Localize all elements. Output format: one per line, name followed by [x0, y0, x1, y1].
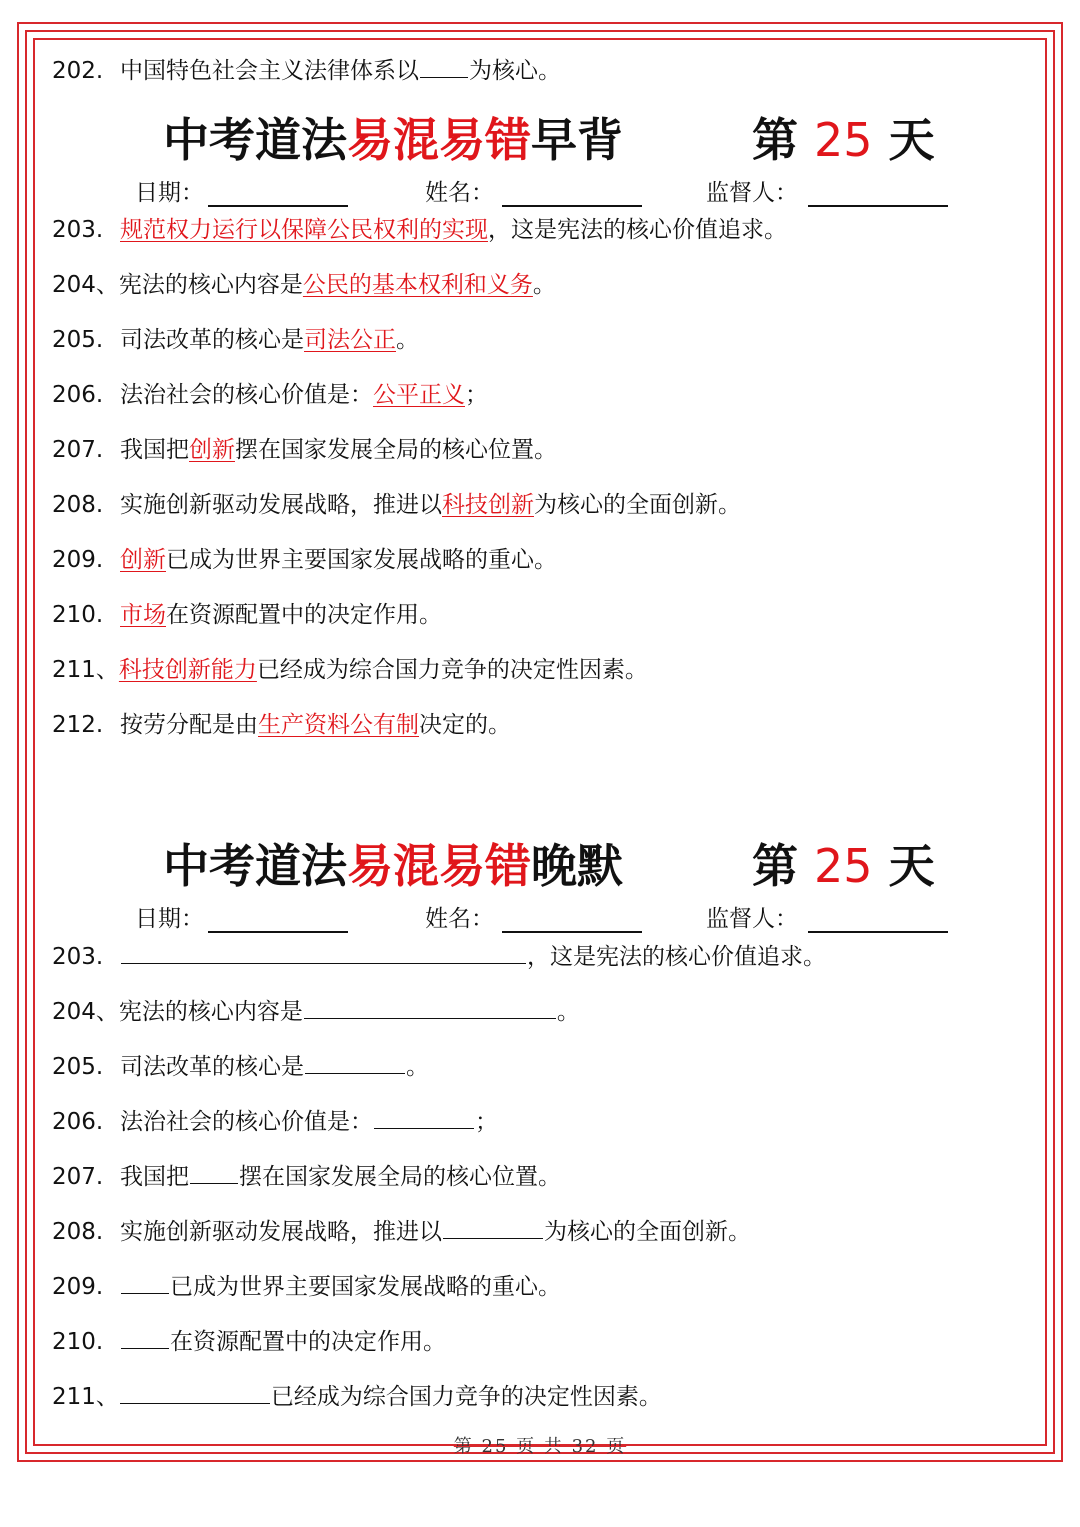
item-number: 206.	[52, 382, 104, 408]
item-text-pre: 实施创新驱动发展战略，推进以	[120, 1219, 442, 1245]
fill-blank[interactable]	[121, 1271, 169, 1294]
item-text-post: ，这是宪法的核心价值追求。	[527, 944, 826, 970]
supervisor-field[interactable]	[808, 205, 948, 207]
evening-item	[52, 1161, 561, 1192]
item-text-pre: 我国把	[120, 1164, 189, 1190]
evening-meta	[0, 904, 1080, 938]
item-text-post: ；	[465, 382, 488, 408]
item-text-pre: 宪法的核心内容是	[118, 999, 303, 1025]
fill-blank[interactable]	[121, 1326, 169, 1349]
name-label: 姓名：	[425, 906, 494, 932]
morning-item	[52, 545, 557, 575]
morning-item	[52, 435, 557, 465]
evening-item	[52, 1051, 429, 1082]
item-text-post: 在资源配置中的决定作用。	[170, 1329, 446, 1355]
item-text-post: 已成为世界主要国家发展战略的重心。	[166, 547, 557, 573]
page-footer: 第 25 页 共 32 页	[453, 1436, 627, 1457]
answer-text: 司法公正	[304, 327, 396, 353]
item-text-post: 为核心。	[469, 58, 561, 84]
evening-title	[0, 836, 1080, 896]
item-text-pre: 司法改革的核心是	[120, 1054, 304, 1080]
evening-item	[52, 941, 826, 972]
item-text-post: 决定的。	[419, 712, 511, 738]
name-field[interactable]	[502, 931, 642, 933]
item-number: 212.	[52, 712, 104, 738]
title-highlight: 易混易错	[347, 839, 531, 893]
evening-item	[52, 1381, 662, 1412]
title-part: 中考道法	[163, 113, 347, 167]
fill-blank[interactable]	[190, 1161, 238, 1184]
item-text-post: 。	[532, 272, 556, 298]
evening-item	[52, 1216, 751, 1247]
answer-text: 规范权力运行以保障公民权利的实现	[120, 217, 488, 243]
answer-text: 创新	[120, 547, 166, 573]
item-number: 205.	[52, 1054, 104, 1080]
supervisor-field[interactable]	[808, 931, 948, 933]
fill-blank[interactable]	[304, 996, 556, 1019]
morning-item	[52, 325, 419, 355]
item-number: 204、	[52, 272, 119, 298]
morning-item	[52, 710, 511, 740]
item-text-post: ，这是宪法的核心价值追求。	[488, 217, 787, 243]
title-part: 晚默	[531, 839, 623, 893]
item-text-post: 已经成为综合国力竞争的决定性因素。	[270, 1384, 662, 1410]
date-field[interactable]	[208, 931, 348, 933]
morning-item	[52, 490, 741, 520]
item-text-post: 摆在国家发展全局的核心位置。	[235, 437, 557, 463]
item-202	[52, 55, 561, 86]
item-text-pre: 中国特色社会主义法律体系以	[120, 58, 419, 84]
answer-text: 创新	[189, 437, 235, 463]
item-text-pre: 宪法的核心内容是	[118, 272, 303, 298]
answer-text: 市场	[120, 602, 166, 628]
item-number: 209.	[52, 547, 104, 573]
item-number: 203.	[52, 944, 104, 970]
answer-text: 生产资料公有制	[258, 712, 419, 738]
item-text-pre: 法治社会的核心价值是：	[120, 1109, 373, 1135]
item-text-post: 。	[396, 327, 419, 353]
item-text-pre: 按劳分配是由	[120, 712, 258, 738]
item-number: 211、	[52, 1384, 119, 1410]
fill-blank[interactable]	[443, 1216, 543, 1239]
item-number: 208.	[52, 492, 104, 518]
morning-item	[52, 380, 488, 410]
item-number: 206.	[52, 1109, 104, 1135]
item-number: 210.	[52, 602, 104, 628]
fill-blank[interactable]	[374, 1106, 474, 1129]
day-number: 25	[814, 113, 873, 167]
morning-title	[0, 110, 1080, 170]
item-text-pre: 我国把	[120, 437, 189, 463]
day-prefix: 第	[752, 113, 798, 167]
item-text-pre: 实施创新驱动发展战略，推进以	[120, 492, 442, 518]
answer-text: 公民的基本权利和义务	[302, 272, 533, 298]
name-label: 姓名：	[425, 180, 494, 206]
item-number: 211、	[52, 657, 119, 683]
item-text-post: 。	[406, 1054, 429, 1080]
item-number: 207.	[52, 1164, 104, 1190]
day-prefix: 第	[752, 839, 798, 893]
item-number: 210.	[52, 1329, 104, 1355]
date-label: 日期：	[135, 906, 204, 932]
fill-blank[interactable]	[121, 941, 526, 964]
title-part: 中考道法	[163, 839, 347, 893]
answer-text: 科技创新	[442, 492, 534, 518]
answer-text: 科技创新能力	[118, 657, 257, 683]
fill-blank[interactable]	[305, 1051, 405, 1074]
evening-item	[52, 1326, 446, 1357]
item-text-post: 为核心的全面创新。	[534, 492, 741, 518]
item-number: 208.	[52, 1219, 104, 1245]
item-number: 207.	[52, 437, 104, 463]
day-number: 25	[814, 839, 873, 893]
supervisor-label: 监督人：	[706, 180, 798, 206]
item-text-pre: 法治社会的核心价值是：	[120, 382, 373, 408]
item-number: 204、	[52, 999, 119, 1025]
item-text-post: 。	[556, 999, 580, 1025]
evening-item	[52, 1106, 498, 1137]
item-text-post: 已成为世界主要国家发展战略的重心。	[170, 1274, 561, 1300]
item-text-post: 摆在国家发展全局的核心位置。	[239, 1164, 561, 1190]
day-suffix: 天	[888, 839, 935, 893]
name-field[interactable]	[502, 205, 642, 207]
title-part: 早背	[531, 113, 623, 167]
day-suffix: 天	[888, 113, 935, 167]
morning-item	[52, 655, 648, 685]
date-label: 日期：	[135, 180, 204, 206]
date-field[interactable]	[208, 205, 348, 207]
item-text-post: 为核心的全面创新。	[544, 1219, 751, 1245]
item-number: 203.	[52, 217, 104, 243]
item-text-pre: 司法改革的核心是	[120, 327, 304, 353]
morning-item	[52, 270, 556, 300]
fill-blank[interactable]	[120, 1381, 270, 1404]
supervisor-label: 监督人：	[706, 906, 798, 932]
item-number: 202.	[52, 58, 104, 84]
morning-meta	[0, 178, 1080, 212]
item-text-post: ；	[475, 1109, 498, 1135]
evening-item	[52, 1271, 561, 1302]
morning-item	[52, 600, 442, 630]
title-highlight: 易混易错	[347, 113, 531, 167]
evening-item	[52, 996, 580, 1027]
morning-item	[52, 215, 787, 245]
item-number: 205.	[52, 327, 104, 353]
item-number: 209.	[52, 1274, 104, 1300]
item-text-post: 在资源配置中的决定作用。	[166, 602, 442, 628]
item-text-post: 已经成为综合国力竞争的决定性因素。	[256, 657, 648, 683]
answer-text: 公平正义	[373, 382, 465, 408]
fill-blank[interactable]	[420, 55, 468, 78]
